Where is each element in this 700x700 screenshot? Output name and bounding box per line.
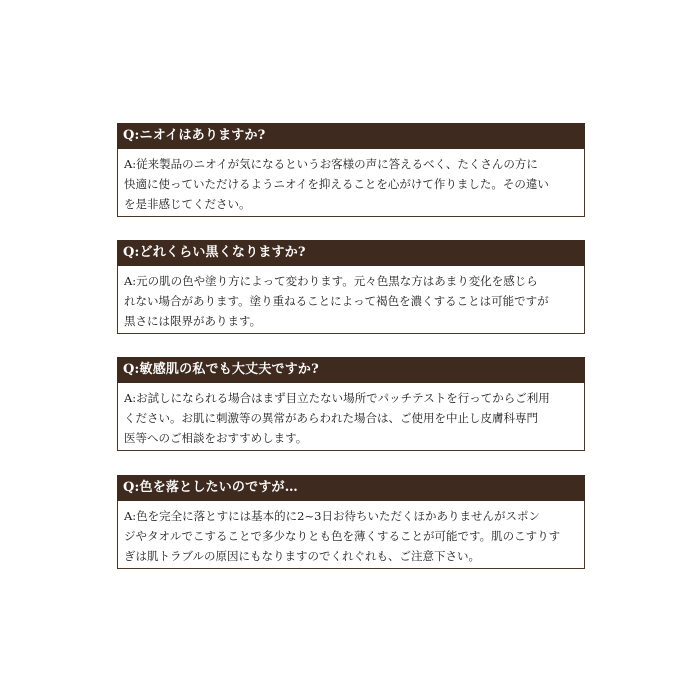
answer-line: ジやタオルでこすることで多少なりとも色を薄くすることが可能です。肌のこすりす [124, 529, 561, 543]
answer-line: 医等へのご相談をおすすめします。 [124, 431, 308, 445]
faq-item-remove-color [117, 475, 585, 569]
answer-line: A:元の肌の色や塗り方によって変わります。元々色黒な方はあまり変化を感じら [124, 274, 538, 288]
answer-line: A:従来製品のニオイが気になるというお客様の声に答えるべく、たくさんの方に [124, 157, 538, 171]
answer-line: 快適に使っていただけるようニオイを抑えることを心がけて作りました。その違い [124, 177, 549, 191]
answer-line: 黒さには限界があります。 [124, 314, 262, 328]
answer-line: ください。お肌に刺激等の異常があらわれた場合は、ご使用を中止し皮膚科専門 [124, 411, 538, 425]
question-header: Q:色を落としたいのですが… [117, 475, 585, 501]
question-header: Q:ニオイはありますか? [117, 123, 585, 149]
faq-item-darkness [117, 240, 585, 334]
faq-item-odor [117, 123, 585, 217]
answer-line: ぎは肌トラブルの原因にもなりますのでくれぐれも、ご注意下さい。 [124, 549, 481, 563]
answer-line: A:お試しになられる場合はまず目立たない場所でパッチテストを行ってからご利用 [124, 391, 550, 405]
answer-line: A:色を完全に落とすには基本的に2~3日お待ちいただくほかありませんがスポン [124, 509, 540, 523]
answer-box [117, 149, 585, 217]
question-header: Q:敏感肌の私でも大丈夫ですか? [117, 357, 585, 383]
faq-item-sensitive-skin [117, 357, 585, 451]
answer-box [117, 501, 585, 569]
answer-line: れない場合があります。塗り重ねることによって褐色を濃くすることは可能ですが [124, 294, 549, 308]
question-header: Q:どれくらい黒くなりますか? [117, 240, 585, 266]
answer-box [117, 266, 585, 334]
answer-box [117, 383, 585, 451]
answer-line: を是非感じてください。 [124, 197, 251, 211]
